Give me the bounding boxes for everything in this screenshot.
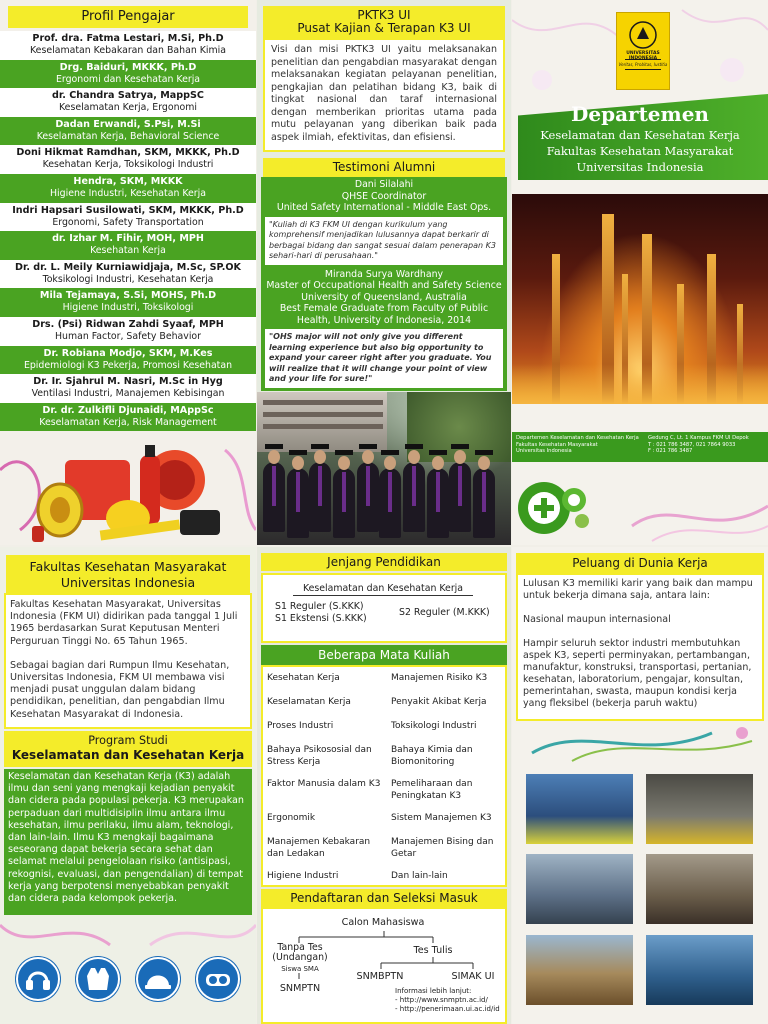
lecturer-item bbox=[0, 145, 256, 174]
lecturer-name: Mila Tejamaya, S.Si, MOHS, Ph.D bbox=[39, 290, 217, 302]
lecturer-list bbox=[0, 31, 256, 431]
ear-protection-icon bbox=[16, 957, 60, 1001]
testimoni-box bbox=[261, 177, 507, 391]
ui-logo-text: UNIVERSITAS INDONESIA bbox=[626, 51, 660, 61]
pd-info-label: Informasi lebih lanjut: bbox=[395, 987, 472, 995]
graduate-figure bbox=[436, 472, 440, 512]
alumni2-award: Best Female Graduate from Faculty of Public Health, University of Indonesia, 2014 bbox=[279, 303, 489, 326]
course-item: Ergonomik bbox=[267, 813, 316, 823]
peluang-paragraph-2: Nasional maupun internasional bbox=[523, 614, 671, 625]
graduate-figure bbox=[314, 450, 326, 464]
matkul-title: Beberapa Mata Kuliah bbox=[261, 645, 507, 665]
jenjang-s1-reguler: S1 Reguler (S.KKK) bbox=[275, 601, 364, 612]
course-item: Dan lain-lain bbox=[391, 871, 448, 881]
footer-dept: Departemen Keselamatan dan Kesehatan Kerja bbox=[516, 435, 639, 441]
course-item: Faktor Manusia dalam K3 bbox=[267, 779, 381, 789]
lecturer-field: Keselamatan Kerja, Risk Management bbox=[39, 416, 217, 428]
lecturer-name: Doni Hikmat Ramdhan, SKM, MKKK, Ph.D bbox=[16, 147, 240, 159]
refinery-photo bbox=[512, 194, 768, 404]
pd-siswa-sma: Siswa SMA bbox=[281, 965, 319, 973]
lecturer-item bbox=[0, 231, 256, 260]
graduate-figure bbox=[342, 472, 346, 512]
lecturer-item bbox=[0, 31, 256, 60]
lecturer-field: Ergonomi, Safety Transportation bbox=[52, 216, 204, 228]
jenjang-program: Keselamatan dan Kesehatan Kerja bbox=[293, 583, 473, 596]
fkm-paragraph-2: Sebagai bagian dari Rumpun Ilmu Kesehatan, Universitas Indonesia, FKM UI membawa visi menjadi pusat unggulan dalam bidang pendidikan, penelitian, dan pengabdian Ilmu Kesehatan Masyarakat di Indonesia. bbox=[10, 659, 230, 720]
prodi-title-line1: Program Studi bbox=[88, 734, 168, 747]
lecturer-item bbox=[0, 374, 256, 403]
pktk3-title-line2: Pusat Kajian & Terapan K3 UI bbox=[297, 21, 471, 35]
graduate-figure bbox=[482, 472, 486, 512]
course-item: Penyakit Akibat Kerja bbox=[391, 697, 487, 707]
lecturer-item bbox=[0, 317, 256, 346]
pd-link-penerimaan[interactable]: - http://penerimaan.ui.ac.id/id bbox=[395, 1005, 500, 1013]
alumni2-quote: "OHS major will not only give you different learning experience but also big opportunity to expand your career right after you graduate. You will realize that it will change your point of view and your life for sure!" bbox=[265, 329, 503, 388]
lecturer-name: dr. Chandra Satrya, MappSC bbox=[52, 90, 204, 102]
graduate-figure bbox=[408, 450, 420, 464]
lecturer-item bbox=[0, 88, 256, 117]
jenjang-panel bbox=[257, 547, 511, 1024]
course-item: Bahaya Kimia dan Biomonitoring bbox=[391, 745, 473, 767]
peluang-paragraph-3: Hampir seluruh sektor industri membutuhkan aspek K3, seperti perminyakan, pertambangan, manufaktur, konstruksi, transportasi, pertanian, kesehatan, laboratorium, pengajar, konsultan, pemerintahan, swasta, maupun kondisi kerja yang fleksibel (bekerja paruh waktu) bbox=[523, 638, 752, 709]
course-item: Proses Industri bbox=[267, 721, 334, 731]
lecturer-item bbox=[0, 403, 256, 432]
alumni1-quote: "Kuliah di K3 FKM UI dengan kurikulum yang komprehensif menjadikan lulusannya dapat berkarir di berbagai bidang dan sangat sesuai dalam penerapan K3 sehari-hari di perusahaan." bbox=[265, 217, 503, 265]
course-item: Kesehatan Kerja bbox=[267, 673, 340, 683]
graduate-figure bbox=[475, 450, 493, 455]
lecturer-name: Prof. dra. Fatma Lestari, M.Si, Ph.D bbox=[32, 33, 224, 44]
lecturer-item bbox=[0, 174, 256, 203]
ui-logo-motto: Veritas, Probitas, Iustitia bbox=[618, 62, 668, 67]
dept-line2: Fakultas Kesehatan Masyarakat bbox=[546, 144, 734, 158]
peluang-description bbox=[516, 573, 764, 721]
footer-address: Gedung C, Lt. 1 Kampus FKM UI Depok bbox=[648, 435, 749, 441]
graduate-figure bbox=[318, 466, 322, 506]
graduate-figure bbox=[268, 450, 280, 464]
lecturer-field: Ergonomi dan Kesehatan Kerja bbox=[55, 73, 201, 85]
pd-tanpa-tes: Tanpa Tes (Undangan) bbox=[272, 942, 328, 963]
jenjang-s2-reguler: S2 Reguler (M.KKK) bbox=[399, 607, 490, 618]
pktk3-title bbox=[263, 6, 505, 38]
lecturer-item bbox=[0, 288, 256, 317]
lecturer-name: Indri Hapsari Susilowati, SKM, MKKK, Ph.D bbox=[12, 204, 244, 216]
lecturer-item bbox=[0, 60, 256, 89]
dept-line3: Universitas Indonesia bbox=[576, 160, 704, 174]
lecturer-name: Dr. dr. Zulkifli Djunaidi, MAppSc bbox=[42, 404, 214, 416]
decorative-swirl-right bbox=[512, 723, 768, 763]
photo-mine-site bbox=[526, 935, 633, 1005]
alumni1-name: Dani Silalahi bbox=[354, 179, 414, 190]
lecturer-field: Toksikologi Industri, Kesehatan Kerja bbox=[42, 273, 214, 285]
decorative-swirl-bottom bbox=[0, 915, 256, 955]
graduate-figure bbox=[412, 466, 416, 506]
contact-footer bbox=[512, 432, 768, 462]
course-item: Pemeliharaan dan Peningkatan K3 bbox=[391, 779, 473, 801]
graduate-figure bbox=[458, 466, 462, 506]
graduate-figure bbox=[292, 456, 304, 470]
course-item: Bahaya Psikososial dan Stress Kerja bbox=[267, 745, 372, 767]
lecturer-name: Drs. (Psi) Ridwan Zahdi Syaaf, MPH bbox=[32, 318, 224, 330]
dept-heading: Departemen bbox=[571, 102, 709, 126]
pd-tes-tulis: Tes Tulis bbox=[413, 945, 453, 956]
graduate-figure bbox=[429, 450, 447, 455]
graduate-figure bbox=[359, 444, 377, 449]
pendaftaran-title: Pendaftaran dan Seleksi Masuk bbox=[261, 889, 507, 907]
course-item: Sistem Manajemen K3 bbox=[391, 813, 492, 823]
course-item: Keselamatan Kerja bbox=[267, 697, 351, 707]
lecturer-field: Higiene Industri, Kesehatan Kerja bbox=[49, 187, 207, 199]
prodi-title-line2: Keselamatan dan Kesehatan Kerja bbox=[11, 748, 245, 762]
jenjang-s1-ekstensi: S1 Ekstensi (S.KKK) bbox=[275, 613, 367, 624]
alumni2-org: University of Queensland, Australia bbox=[301, 291, 467, 303]
fkm-panel bbox=[0, 547, 256, 1024]
jenjang-title: Jenjang Pendidikan bbox=[261, 553, 507, 571]
fkm-description bbox=[4, 593, 252, 729]
footer-phone: T : 021 786 3487, 021 7864 9033 bbox=[648, 441, 736, 448]
peluang-title: Peluang di Dunia Kerja bbox=[516, 553, 764, 573]
course-item: Higiene Industri bbox=[267, 871, 339, 881]
lecturer-name: Drg. Baiduri, MKKK, Ph.D bbox=[59, 61, 197, 73]
safety-vest-icon bbox=[76, 957, 120, 1001]
gear-icon bbox=[512, 466, 768, 545]
photo-mining-trucks bbox=[646, 774, 753, 844]
lecturer-field: Ventilasi Industri, Manajemen Kebisingan bbox=[31, 388, 225, 400]
photo-offshore-platform bbox=[646, 935, 753, 1005]
graduate-figure bbox=[311, 444, 329, 449]
lecturer-field: Epidemiologi K3 Pekerja, Promosi Kesehatan bbox=[23, 359, 233, 371]
peluang-panel bbox=[512, 547, 768, 1024]
alumni1-role: QHSE Coordinator bbox=[341, 190, 427, 202]
dept-line1: Keselamatan dan Kesehatan Kerja bbox=[540, 128, 740, 142]
course-item: Toksikologi Industri bbox=[391, 721, 477, 731]
lecturer-field: Keselamatan Kebakaran dan Bahan Kimia bbox=[30, 45, 226, 56]
fkm-title bbox=[6, 555, 250, 595]
cover-panel bbox=[512, 0, 768, 545]
lecturer-field: Keselamatan Kerja, Ergonomi bbox=[59, 102, 197, 114]
lecturer-name: dr. Izhar M. Fihir, MOH, MPH bbox=[52, 233, 204, 245]
graduate-figure bbox=[338, 456, 350, 470]
pktk3-title-line1: PKTK3 UI bbox=[357, 8, 411, 22]
fkm-title-line2: Universitas Indonesia bbox=[60, 575, 196, 590]
lecturer-field: Kesehatan Kerja bbox=[90, 245, 166, 257]
pd-sbmptn: SNMBPTN bbox=[356, 971, 404, 982]
fire-equipment-illustration bbox=[0, 440, 256, 545]
lecturer-name: Dr. Robiana Modjo, SKM, M.Kes bbox=[43, 347, 213, 359]
pktk3-panel bbox=[257, 0, 511, 545]
profil-pengajar-panel bbox=[0, 0, 256, 545]
lecturer-name: Dr. dr. L. Meily Kurniawidjaja, M.Sc, SP.OK bbox=[15, 261, 241, 273]
department-banner bbox=[512, 90, 768, 185]
pendaftaran-diagram bbox=[261, 907, 507, 1024]
lecturer-item bbox=[0, 260, 256, 289]
graduate-figure bbox=[388, 472, 392, 512]
photo-plant-workers bbox=[526, 854, 633, 924]
pd-simak: SIMAK UI bbox=[451, 971, 495, 982]
graduate-figure bbox=[478, 456, 490, 470]
profil-title: Profil Pengajar bbox=[8, 6, 248, 28]
photo-factory-worker bbox=[646, 854, 753, 924]
jenjang-box bbox=[261, 573, 507, 643]
photo-construction-workers bbox=[526, 774, 633, 844]
peluang-paragraph-1: Lulusan K3 memiliki karir yang baik dan mampu untuk bekerja dimana saja, antara lain: bbox=[523, 578, 753, 601]
graduate-figure bbox=[289, 450, 307, 455]
lecturer-field: Higiene Industri, Toksikologi bbox=[62, 302, 194, 314]
alumni1-org: United Safety International - Middle East Ops. bbox=[276, 202, 492, 213]
lecturer-name: Dr. Ir. Sjahrul M. Nasri, M.Sc in Hyg bbox=[33, 376, 223, 388]
lecturer-field: Kesehatan Kerja, Toksikologi Industri bbox=[42, 159, 214, 171]
pd-calon: Calon Mahasiswa bbox=[341, 917, 425, 928]
pd-info bbox=[395, 987, 500, 1014]
graduate-figure bbox=[265, 444, 283, 449]
graduate-figure bbox=[384, 456, 396, 470]
pd-link-snmptn[interactable]: - http://www.snmptn.ac.id/ bbox=[395, 996, 488, 1004]
graduate-figure bbox=[362, 450, 374, 464]
footer-fax: F : 021 786 3487 bbox=[648, 448, 693, 455]
pktk3-vision: Visi dan misi PKTK3 UI yaitu melaksanakan penelitian dan pengabdian masyarakat dengan melaksanakan kegiatan pelayanan penelitian, pengkajian dan pelatihan bidang K3, baik di tingkat nasional dan taraf internasional dengan memberikan prioritas utama pada mutu pelayanan yang diberikan baik pada aspek ilmiah, efektivitas, dan efisiensi. bbox=[263, 38, 505, 152]
lecturer-item bbox=[0, 203, 256, 232]
matkul-box bbox=[261, 665, 507, 887]
pd-snmptn: SNMPTN bbox=[279, 983, 321, 994]
graduate-figure bbox=[272, 466, 276, 506]
course-item: Manajemen Kebakaran dan Ledakan bbox=[267, 837, 371, 859]
testimoni-title: Testimoni Alumni bbox=[263, 158, 505, 177]
alumni2-role: Master of Occupational Health and Safety Science bbox=[266, 280, 502, 291]
fkm-paragraph-1: Fakultas Kesehatan Masyarakat, Universitas Indonesia (FKM UI) didirikan pada tanggal 1 Juli 1965 berdasarkan Surat Keputusan Menteri Perguruan Tinggi No. 65 Tahun 1965. bbox=[10, 599, 238, 647]
goggles-icon bbox=[196, 957, 240, 1001]
graduate-figure bbox=[405, 444, 423, 449]
course-item: Manajemen Bising dan Getar bbox=[391, 837, 494, 859]
lecturer-field: Human Factor, Safety Behavior bbox=[54, 330, 202, 342]
lecturer-name: Dadan Erwandi, S.Psi, M.Si bbox=[55, 118, 201, 130]
lecturer-name: Hendra, SKM, MKKK bbox=[73, 175, 183, 187]
prodi-title bbox=[4, 731, 252, 767]
graduate-figure bbox=[451, 444, 469, 449]
graduate-figure bbox=[335, 450, 353, 455]
graduation-photo bbox=[257, 392, 511, 545]
helmet-icon bbox=[136, 957, 180, 1001]
footer-univ: Universitas Indonesia bbox=[516, 448, 572, 455]
lecturer-item bbox=[0, 346, 256, 375]
graduate-figure bbox=[454, 450, 466, 464]
lecturer-item bbox=[0, 117, 256, 146]
alumni2-name: Miranda Surya Wardhany bbox=[324, 268, 444, 280]
footer-faculty: Fakultas Kesehatan Masyarakat bbox=[516, 441, 598, 448]
lecturer-field: Keselamatan Kerja, Behavioral Science bbox=[36, 130, 220, 142]
graduate-figure bbox=[366, 466, 370, 506]
graduate-figure bbox=[381, 450, 399, 455]
ui-logo bbox=[616, 12, 670, 90]
course-item: Manajemen Risiko K3 bbox=[391, 673, 488, 683]
graduate-figure bbox=[296, 472, 300, 512]
prodi-description: Keselamatan dan Kesehatan Kerja (K3) adalah ilmu dan seni yang mengkaji kejadian penyakit dan cidera pada populasi pekerja. K3 merupakan perpaduan dari multidisiplin ilmu antara ilmu kesehatan, ilmu perilaku, ilmu alam, teknologi, dan lain-lain. Ilmu K3 mengkaji bagaimana seseorang dapat bekerja secara sehat dan selamat melalui pengelolaan risiko (antisipasi, rekognisi, evaluasi, dan pengendalian) di tempat kerja yang berpotensi menyebabkan penyakit dan cidera pada kelompok pekerja. bbox=[4, 769, 252, 915]
fkm-title-line1: Fakultas Kesehatan Masyarakat bbox=[29, 559, 227, 574]
graduate-figure bbox=[432, 456, 444, 470]
